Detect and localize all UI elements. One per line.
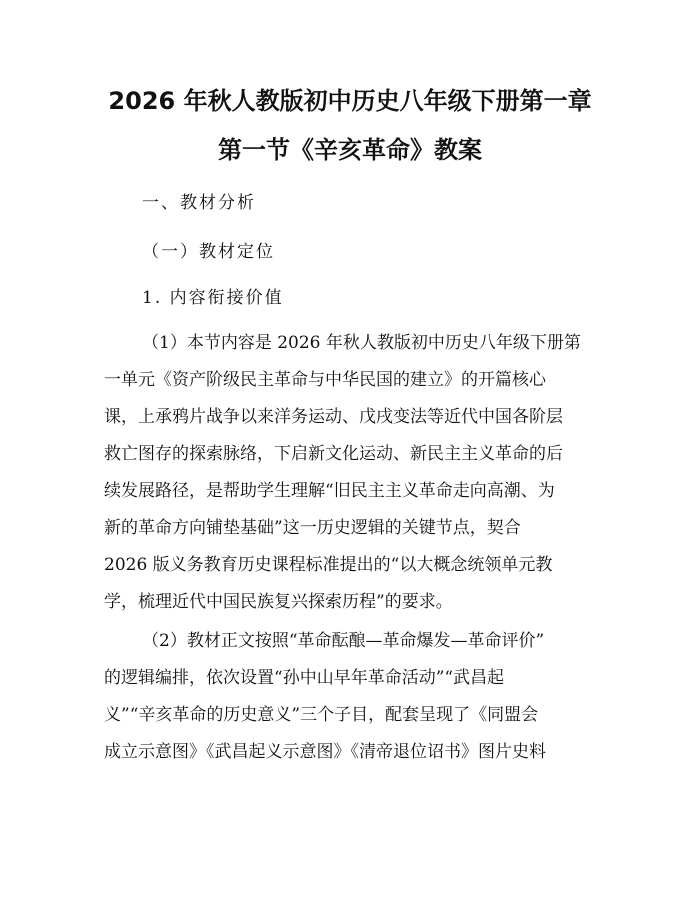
paragraph-2 — [104, 623, 602, 771]
paragraph-line: 2026 版义务教育历史课程标准提出的“以大概念统领单元教 — [104, 555, 553, 575]
paragraph-line: 的逻辑编排，依次设置“孙中山早年革命活动”“武昌起 — [104, 668, 505, 688]
subsection-heading-textbook-positioning: （一）教材定位 — [142, 242, 275, 262]
paragraph-line: 学，梳理近代中国民族复兴探索历程”的要求。 — [104, 592, 453, 612]
paragraph-line: 课，上承鸦片战争以来洋务运动、戊戌变法等近代中国各阶层 — [104, 407, 563, 427]
paragraph-line: 新的革命方向铺垫基础”这一历史逻辑的关键节点，契合 — [104, 518, 521, 538]
document-title-line-2: 第一节《辛亥革命》教案 — [218, 136, 482, 164]
paragraph-1 — [104, 325, 602, 621]
paragraph-line: （2）教材正文按照“革命酝酿—革命爆发—革命评价” — [142, 631, 545, 651]
subsection-heading-content-connection: 1. 内容衔接价值 — [142, 288, 284, 308]
paragraph-line: 续发展路径，是帮助学生理解“旧民主主义革命走向高潮、为 — [104, 481, 555, 501]
paragraph-line: 救亡图存的探索脉络，下启新文化运动、新民主主义革命的后 — [104, 444, 563, 464]
paragraph-line: 成立示意图》《武昌起义示意图》《清帝退位诏书》图片史料 — [104, 742, 546, 762]
document-title-line-1: 2026 年秋人教版初中历史八年级下册第一章 — [108, 87, 592, 115]
paragraph-line: （1）本节内容是 2026 年秋人教版初中历史八年级下册第 — [142, 333, 581, 353]
paragraph-line: 义”“辛亥革命的历史意义”三个子目，配套呈现了《同盟会 — [104, 705, 539, 725]
section-heading-textbook-analysis: 一、教材分析 — [142, 193, 256, 213]
paragraph-line: 一单元《资产阶级民主革命与中华民国的建立》的开篇核心 — [104, 370, 546, 390]
